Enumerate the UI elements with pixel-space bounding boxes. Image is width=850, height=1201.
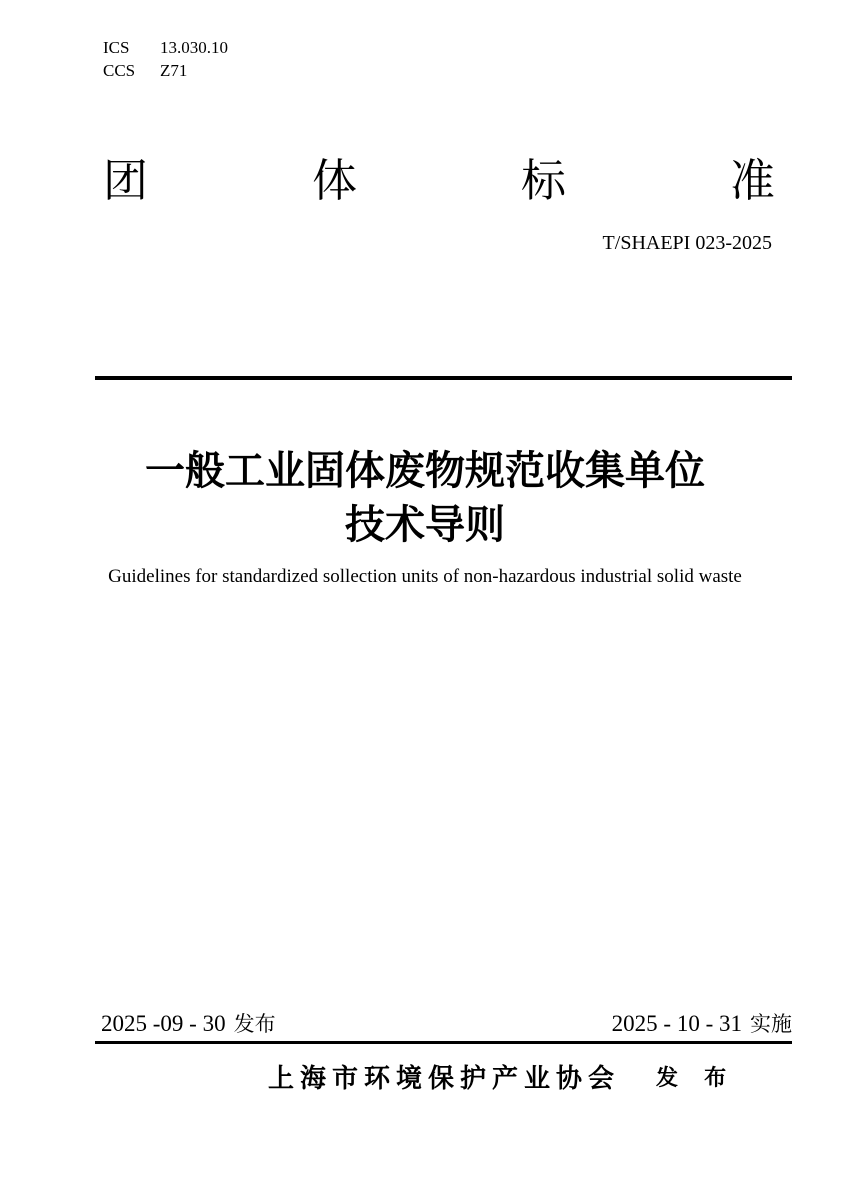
standard-type-char: 团 [103, 155, 149, 206]
classification-block [103, 36, 228, 82]
implement-label: 实施 [750, 1013, 792, 1036]
ics-row [103, 36, 228, 59]
document-title-english: Guidelines for standardized sollection units of non-hazardous industrial solid waste [108, 566, 742, 587]
standard-type-char: 体 [311, 155, 357, 206]
ccs-label: CCS [103, 61, 136, 80]
ics-label: ICS [103, 38, 130, 57]
divider-rule [95, 376, 792, 380]
standard-type-title [103, 155, 775, 206]
ics-value: 13.030.10 [160, 38, 228, 57]
document-title-line2: 技术导则 [345, 503, 505, 547]
implement-date: 2025 - 10 - 31 [611, 1011, 742, 1036]
date-row [95, 1008, 792, 1044]
ccs-row [103, 59, 228, 82]
publisher-name: 上海市环境保护产业协会 [268, 1063, 621, 1093]
standard-number: T/SHAEPI 023-2025 [602, 232, 772, 254]
issue-date: 2025 -09 - 30 [101, 1011, 226, 1036]
issue-label: 发布 [233, 1013, 276, 1036]
publisher-row [268, 1058, 736, 1095]
publish-label: 发 布 [656, 1065, 737, 1090]
ccs-value: Z71 [160, 61, 188, 80]
document-title-line1: 一般工业固体废物规范收集单位 [145, 449, 705, 493]
standard-type-char: 准 [729, 155, 775, 206]
standard-type-char: 标 [520, 155, 566, 206]
implement-date-group [612, 1008, 792, 1038]
issue-date-group [95, 1008, 276, 1038]
document-title [0, 444, 850, 552]
